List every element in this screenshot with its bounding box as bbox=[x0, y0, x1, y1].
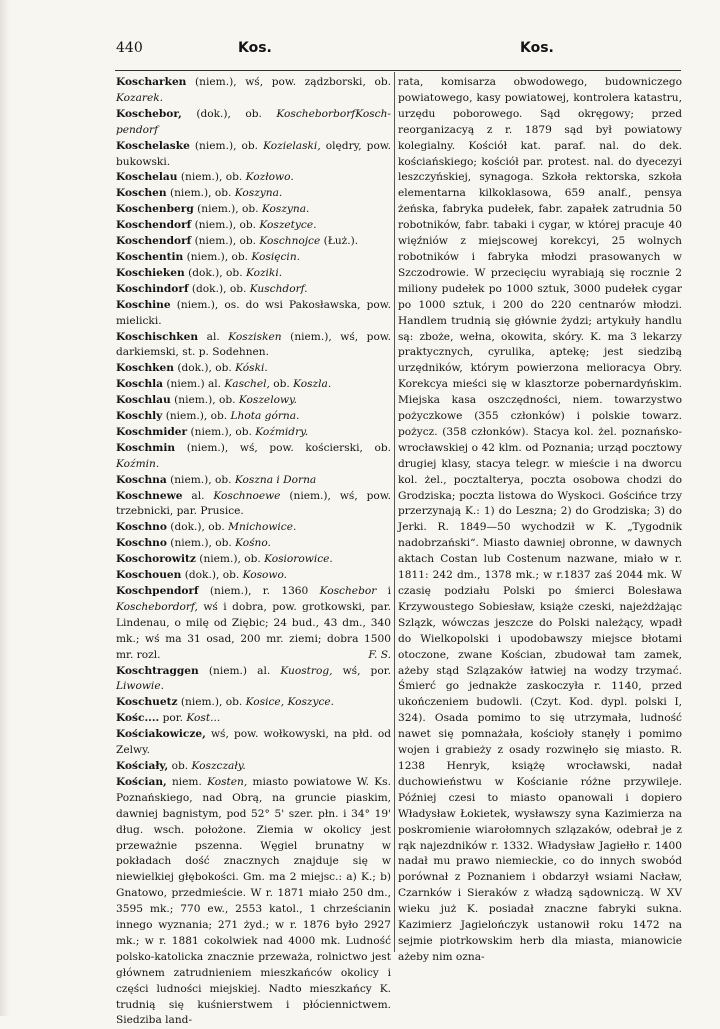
entry-text: (niem.), ob. bbox=[162, 410, 231, 423]
dictionary-entry bbox=[116, 266, 391, 282]
dictionary-entry bbox=[116, 234, 391, 250]
entry-text: ob. bbox=[269, 378, 294, 391]
entry-headword: Koschuetz bbox=[116, 696, 178, 709]
entry-text: (niem.), ob. bbox=[191, 219, 260, 232]
dictionary-entry bbox=[116, 202, 391, 218]
entry-crossref: Koszczały. bbox=[191, 759, 246, 772]
entry-headword: Koschendorf bbox=[116, 219, 192, 232]
entry-crossref: Kozielaski, bbox=[263, 139, 321, 152]
entry-headword: Koscharken bbox=[116, 76, 187, 88]
entry-crossref: Kozarek. bbox=[116, 91, 164, 104]
entry-crossref: Kosice, Koszyce. bbox=[245, 696, 335, 709]
entry-headword: Koschentin bbox=[116, 250, 184, 263]
column-divider bbox=[394, 72, 395, 952]
dictionary-entry bbox=[116, 425, 391, 441]
right-column bbox=[398, 75, 682, 995]
entry-crossref: Koszisken bbox=[228, 330, 282, 343]
entry-crossref: Koszna i Dorna bbox=[234, 473, 317, 486]
entry-text: (dok.), ob. bbox=[181, 569, 243, 582]
entry-text: (niem.), r. 1360 bbox=[198, 585, 320, 597]
entry-headword: Koschelau bbox=[116, 171, 178, 184]
dictionary-entry bbox=[116, 377, 391, 393]
entry-headword: Koschna bbox=[116, 473, 167, 486]
entry-text: olędry, pow. bukowski. bbox=[116, 139, 391, 168]
dictionary-entry bbox=[116, 107, 391, 139]
entry-crossref: Koszyna. bbox=[234, 187, 283, 200]
entry-headword: Koschno bbox=[116, 521, 167, 534]
entry-text: (niem.), ob. bbox=[193, 203, 262, 216]
dictionary-entry bbox=[116, 552, 391, 568]
page-number: 440 bbox=[116, 40, 143, 56]
dictionary-entry bbox=[116, 298, 391, 330]
entry-headword: Koschine bbox=[116, 298, 171, 311]
dictionary-entry bbox=[116, 584, 391, 664]
header-rule bbox=[115, 70, 681, 71]
dictionary-entry bbox=[116, 250, 391, 266]
entry-crossref: Koszla. bbox=[293, 378, 332, 391]
entry-text: niem. bbox=[166, 775, 208, 788]
dictionary-entry bbox=[116, 409, 391, 425]
entry-headword: Koschmider bbox=[116, 425, 188, 438]
entry-text: (dok.), ob. bbox=[188, 282, 250, 295]
entry-text: wś, pow. wołkowyski, na płd. od Zelwy. bbox=[116, 728, 391, 757]
dictionary-entry bbox=[116, 282, 391, 298]
entry-headword: Koschenberg bbox=[116, 203, 194, 216]
entry-text: i bbox=[376, 585, 391, 597]
entry-text: wś, por. bbox=[332, 664, 391, 677]
left-column bbox=[116, 75, 392, 1027]
entry-crossref: Kośno. bbox=[235, 537, 271, 550]
dictionary-entry bbox=[116, 139, 391, 171]
entry-headword: Koschtraggen bbox=[116, 664, 199, 677]
entry-text: (dok.), ob. bbox=[196, 107, 277, 120]
entry-text: (dok.), ob. bbox=[173, 362, 236, 375]
entry-crossref: Koziki. bbox=[245, 266, 283, 279]
entry-crossref: Koschebordorf, bbox=[116, 600, 198, 613]
entry-text: (niem.) al. bbox=[198, 664, 281, 677]
dictionary-entry bbox=[116, 489, 391, 521]
dictionary-entry bbox=[116, 568, 391, 584]
entry-headword: Koschelaske bbox=[116, 139, 190, 152]
entry-text: por. bbox=[159, 712, 187, 725]
dictionary-entry bbox=[116, 759, 391, 775]
entry-headword: Kościały, bbox=[116, 759, 169, 772]
entry-text: (niem.), ob. bbox=[177, 696, 246, 709]
dictionary-entry bbox=[116, 75, 391, 107]
dictionary-entry bbox=[116, 727, 391, 759]
entry-text bbox=[182, 108, 196, 120]
dictionary-entry bbox=[116, 330, 391, 362]
entry-crossref: Kóski. bbox=[235, 362, 268, 375]
dictionary-entry bbox=[116, 711, 391, 727]
entry-crossref: Kosięcin. bbox=[251, 250, 301, 263]
entry-text: miasto powiatowe W. Ks. Poznańskiego, nad Obrą, na gruncie piaskim, dawniej bagnistym, pod 52° 5' szer. płn. i 34° 19' dług. wsch. położone. Ziemia w okolicy jest przeważnie pszenna. Węgiel brunatny w pokładach dość znacznych znajduje się w niewielkiej głębokości. Gm. ma 2 miejsc.: a) K.; b) Gnatowo, przedmieście. W r. 1871 miało 250 dm., 3595 mk.; 770 ew., 2553 katol., 1 chrześcianin innego wyznania; 271 żyd.; w r. 1876 było 2927 mk.; w r. 1881 cokolwiek nad 4000 mk. Ludność polsko-katolicka znacznie przeważa, rolnictwo jest głównem zatrudnieniem mieszkańców okolicy i części ludności miejskiej. Nadto mieszkańcy K. trudnią się kuśnierstwem i płóciennictwem. Siedziba land- bbox=[116, 775, 391, 1027]
entry-text: (niem.), wś, pow. ządzborski, ob. bbox=[186, 76, 391, 88]
entry-headword: Koschmin bbox=[116, 441, 176, 454]
entry-text: (niem.), wś, pow. kościerski, ob. bbox=[175, 441, 391, 454]
entry-headword: Koschlau bbox=[116, 394, 171, 407]
entry-text: (niem.), ob. bbox=[166, 473, 235, 486]
right-column-text: rata, komisarza obwodowego, budowniczego powiatowego, kasy powiatowej, kontrolera katastru, urzędu poborowego. Sąd okręgowy; przed reorganizacyą z r. 1879 sąd był powiatowy kolegialny. Kościół kat. paraf. nal. do dek. kościańskiego; kościół par. protest. nal. do dyecezyi leszczyńskiej, synagoga. Szkoła rektorska, szkoła elementarna kilkoklasowa, 659 analf., pensya żeńska, fabryka pudełek, fabr. zapałek zatrudnia 50 robotników, fabr. tabaki i cygar, w której pracuje 40 więźniów z miejscowej korekcyi, 25 wolnych robotników i fabryka młodzi prasowanych w Szczodrowie. W przecięciu wyrabiają się rocznie 2 miliony pudełek po 1000 sztuk, 3000 pudełek cygar po 1000 sztuk, i 200 do 220 centnarów młodzi. Handlem trudnią się głównie żydzi; artykuły handlu są: zboże, wełna, okowita, skóry. K. ma 3 lekarzy praktycznych, cyrulika, aptekę; jest siedzibą urzędników, którym powierzona melioracya Obry. Korekcya mieści się w klasztorze pobernardyńskim. Miejska kasa oszczędności, niem. towarzystwo pożyczkowe (355 członków) i polskie towarz. pożycz. (358 członków). Stacya kol. żel. poznańsko-wrocławskiej o 42 klm. od Poznania; urząd pocztowy drugiej klasy, stacya telegr. w mieście i na dworcu kol. żel., pocztalterya, poczta osobowa chodzi do Grodziska; poczta listowa do Wyskoci. Gościńce trzy przerzynają K.: 1) do Leszna; 2) do Grodziska; 3) do Jerki. R. 1849—50 wychodził w K. „Tygodnik nadobrzański“. Miasto dawniej obronne, w dawnych aktach Costan lub Costenum nazwane, miało w r. 1811: 242 dm., 1378 mk.; w r.1837 zaś 2044 mk. W czasię podziału Polski po śmierci Bolesława Krzywoustego Sobiesław, książe czeski, najeżdżając Szlązk, wówczas jeszcze do Polski należący, wpadł do Wielkopolski i upodobawszy miejsce błotami otoczone, zwane Kościan, zbudował tam zamek, ażeby stąd Szlązaków łatwiej na wodzy trzymać. Śmierć go jednakże zaskoczyła r. 1140, przed ukończeniem budowli. (Czyt. Kod. dypl. polski I, 324). Osada pomimo to się utrzymała, ludność nawet się pomnażała, kościoły stanęły i pomimo wojen i grabieży z osady rozwinęło się miasto. R. 1238 Henryk, książę wrocławski, nadał duchowieństwu w Kościanie różne przywileje. Później czesi to miasto opanowali i dopiero Władysław Łokietek, wysławszy syna Kazimierza na poskromienie wiarołomnych szlązaków, odebrał je z rąk najezdników r. 1332. Władysław Jagiełło r. 1400 nadał mu prawo niemieckie, co do innych swobód porównał z Poznaniem i obdarzył wsiami Nacław, Czarnków i Sieraków z władzą sądowniczą. W XV wieku już K. posiadał znaczne fabryki sukna. Kazimierz Jagielończyk ustanowił roku 1472 na sejmie piotrkowskim herb dla miasta, mianowicie ażeby nim ozna- bbox=[398, 76, 682, 963]
entry-headword: Kościan, bbox=[116, 775, 167, 788]
page-edge-shadow bbox=[0, 0, 10, 1016]
dictionary-entry bbox=[116, 186, 391, 202]
entry-crossref: Kuschdorf. bbox=[249, 282, 308, 295]
dictionary-entry bbox=[116, 664, 391, 696]
entry-crossref: Liwowie. bbox=[116, 680, 164, 693]
entry-headword: Koschebor, bbox=[116, 107, 182, 120]
entry-headword: Kośc.... bbox=[116, 712, 160, 725]
entry-text: (dok.), ob. bbox=[184, 266, 246, 279]
dictionary-entry bbox=[116, 536, 391, 552]
entry-text: (niem.), ob. bbox=[177, 171, 246, 184]
entry-headword: Koschly bbox=[116, 410, 163, 423]
entry-text: (niem.), ob. bbox=[189, 139, 264, 152]
left-running-head: Kos. bbox=[238, 40, 272, 56]
entry-headword: Koschouen bbox=[116, 569, 182, 582]
dictionary-entry bbox=[116, 361, 391, 377]
entry-text: (Łuż.). bbox=[320, 235, 359, 248]
entry-text: al. bbox=[198, 330, 229, 343]
entry-text: (niem.), ob. bbox=[191, 235, 260, 248]
entry-crossref: Kozłowo. bbox=[245, 171, 294, 184]
entry-headword: Koschnewe bbox=[116, 489, 183, 502]
running-header bbox=[0, 40, 720, 62]
right-running-head: Kos. bbox=[520, 40, 554, 56]
entry-headword: Koschorowitz bbox=[116, 553, 196, 566]
dictionary-entry bbox=[116, 218, 391, 234]
entry-headword: Koschpendorf bbox=[116, 585, 199, 597]
dictionary-entry bbox=[116, 775, 391, 1029]
entry-crossref: Koszetyce. bbox=[259, 219, 317, 232]
dictionary-entry bbox=[116, 170, 391, 186]
entry-text: al. bbox=[182, 489, 214, 502]
entry-crossref: Koschebor bbox=[319, 585, 377, 597]
entry-headword: Koschindorf bbox=[116, 282, 189, 295]
entry-crossref: Kosch-pendorf bbox=[116, 107, 391, 136]
entry-headword: Kościakowicze, bbox=[116, 728, 206, 741]
entry-crossref: Koschnoewe bbox=[213, 489, 281, 502]
entry-headword: Koschken bbox=[116, 362, 174, 375]
entry-text: (niem.), wś, pow. trzebnicki, par. Prusice. bbox=[116, 489, 391, 518]
entry-crossref: Koszyna. bbox=[261, 203, 310, 216]
entry-crossref: Kosowo. bbox=[242, 569, 288, 582]
entry-crossref: Lhota górna. bbox=[230, 410, 300, 423]
entry-text: (niem.), ob. bbox=[170, 394, 239, 407]
dictionary-entry bbox=[116, 473, 391, 489]
entry-text: ob. bbox=[168, 759, 192, 772]
entry-crossref: Kaschel, bbox=[224, 378, 270, 391]
entry-crossref: Kosiorowice. bbox=[264, 553, 333, 566]
entry-text: (niem.), ob. bbox=[166, 537, 236, 550]
dictionary-entry bbox=[116, 441, 391, 473]
entry-headword: Koschendorf bbox=[116, 235, 192, 248]
entry-signature: F. S. bbox=[368, 648, 391, 661]
entry-text: (niem.), wś, pow. darkiemski, st. p. Sodehnen. bbox=[116, 330, 392, 359]
entry-crossref: Koschnojce bbox=[259, 235, 321, 248]
entry-crossref: Mnichowice. bbox=[228, 521, 297, 534]
entry-headword: Koschla bbox=[116, 378, 164, 391]
entry-crossref: Koszelowy. bbox=[238, 394, 297, 407]
dictionary-entry bbox=[116, 393, 391, 409]
entry-crossref: Kuostrog, bbox=[280, 664, 333, 677]
entry-text: wś i dobra, pow. grotkowski, par. Lindenau, o milę od Ziębic; 24 bud., 43 dm., 340 mk.; wś ma 31 osad, 200 mr. ziemi; dobra 1500 mr. rozl. bbox=[116, 600, 391, 661]
entry-crossref: Kost... bbox=[186, 712, 221, 725]
entry-text: (niem.), ob. bbox=[166, 187, 235, 200]
entry-text: (niem.), ob. bbox=[195, 553, 265, 566]
entry-crossref: Koźmidry. bbox=[255, 425, 309, 438]
entry-crossref: Koscheborborf bbox=[276, 107, 356, 120]
entry-text: (niem.), os. do wsi Pakosławska, pow. mielicki. bbox=[116, 298, 391, 327]
entry-text: (niem.) al. bbox=[163, 378, 225, 391]
entry-crossref: Koźmin. bbox=[116, 457, 160, 470]
dictionary-entry bbox=[116, 695, 391, 711]
entry-headword: Koschieken bbox=[116, 266, 185, 279]
dictionary-entry bbox=[116, 520, 391, 536]
entry-text: (niem.), ob. bbox=[183, 250, 252, 263]
entry-text: (dok.), ob. bbox=[166, 521, 229, 534]
entry-headword: Koschno bbox=[116, 537, 167, 550]
entry-crossref: Kosten, bbox=[207, 775, 248, 788]
entry-headword: Koschen bbox=[116, 187, 167, 200]
entry-text: (niem.), ob. bbox=[187, 425, 256, 438]
entry-headword: Koschischken bbox=[116, 330, 199, 343]
